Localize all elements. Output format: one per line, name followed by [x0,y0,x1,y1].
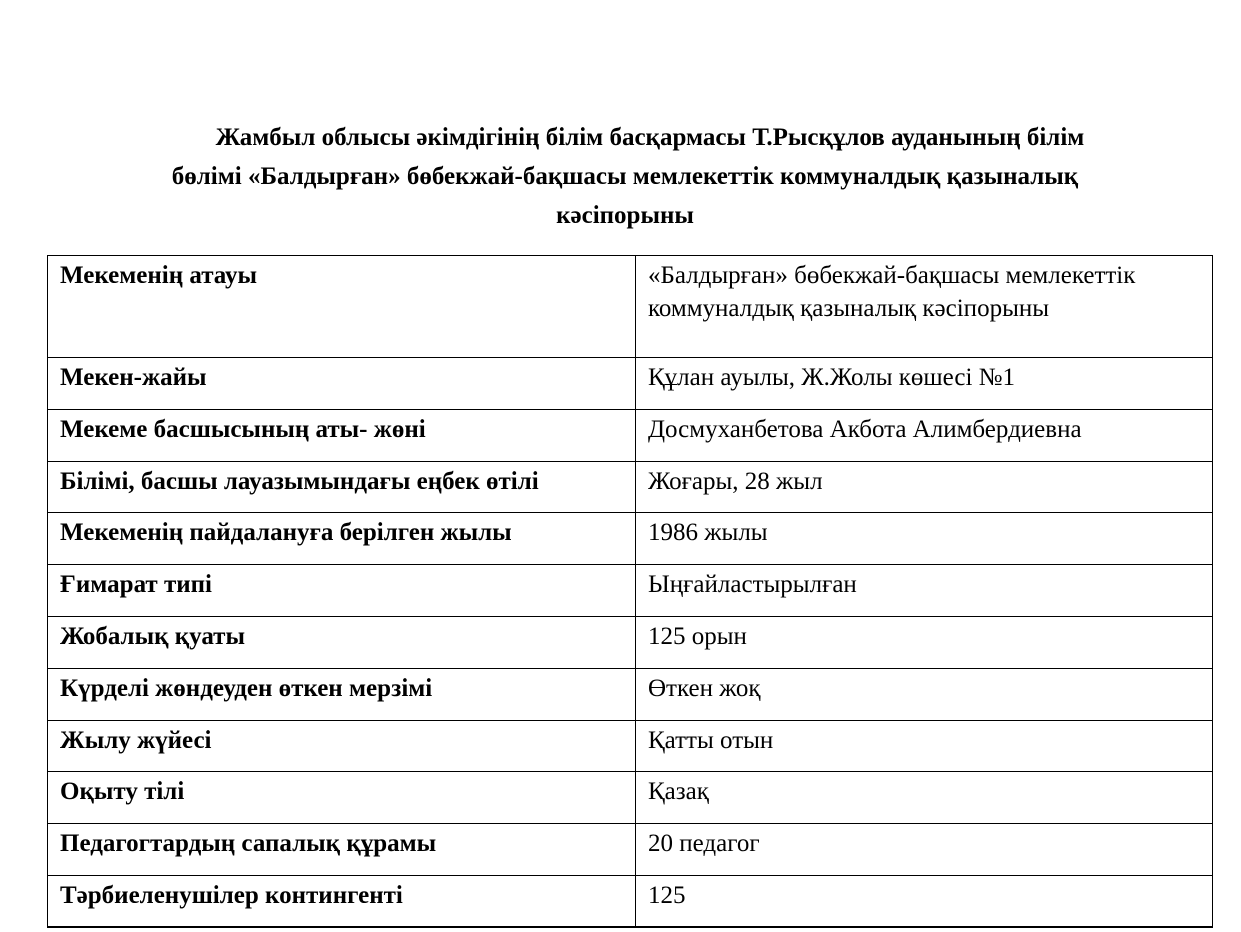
row-label: Күрделі жөндеуден өткен мерзімі [48,668,636,720]
row-value: 1986 жылы [636,513,1213,565]
row-label: Тәрбиеленушілер контингенті [48,875,636,927]
table-row [48,875,1213,927]
row-value: Қазақ [636,772,1213,824]
row-value: Ыңғайластырылған [636,565,1213,617]
row-label: Жобалық қуаты [48,616,636,668]
row-label: Ғимарат типі [48,565,636,617]
table-row [48,720,1213,772]
row-value: Жоғары, 28 жыл [636,461,1213,513]
heading-line-2: бөлімі «Балдырған» бөбекжай-бақшасы мемлекеттік коммуналдық қазыналық [171,163,1079,190]
row-label: Мекен-жайы [48,358,636,410]
row-label: Педагогтардың сапалық құрамы [48,824,636,876]
table-row [48,824,1213,876]
row-value: 125 орын [636,616,1213,668]
heading-line-1: Жамбыл облысы әкімдігінің білім басқармасы Т.Рысқұлов ауданының білім [215,124,1085,151]
row-value: 125 [636,875,1213,927]
row-label: Мекеме басшысының аты- жөні [48,409,636,461]
table-row [48,565,1213,617]
heading-line-3: кәсіпорыны [556,202,694,229]
row-label: Мекеменің пайдалануға берілген жылы [48,513,636,565]
institution-info-table [47,255,1213,928]
row-label: Жылу жүйесі [48,720,636,772]
document-heading [80,118,1170,235]
row-value: 20 педагог [636,824,1213,876]
row-value: Қатты отын [636,720,1213,772]
row-label: Оқыту тілі [48,772,636,824]
table-row [48,461,1213,513]
table-row [48,409,1213,461]
table-row [48,772,1213,824]
table-row [48,616,1213,668]
row-value: Құлан ауылы, Ж.Жолы көшесі №1 [636,358,1213,410]
table-row [48,358,1213,410]
table-row [48,256,1213,358]
row-label: Мекеменің атауы [48,256,636,358]
row-value: «Балдырған» бөбекжай-бақшасы мемлекеттік коммуналдық қазыналық кәсіпорыны [636,256,1213,358]
row-value: Досмуханбетова Акбота Алимбердиевна [636,409,1213,461]
table-row [48,513,1213,565]
row-label: Білімі, басшы лауазымындағы еңбек өтілі [48,461,636,513]
row-value: Өткен жоқ [636,668,1213,720]
table-row [48,668,1213,720]
